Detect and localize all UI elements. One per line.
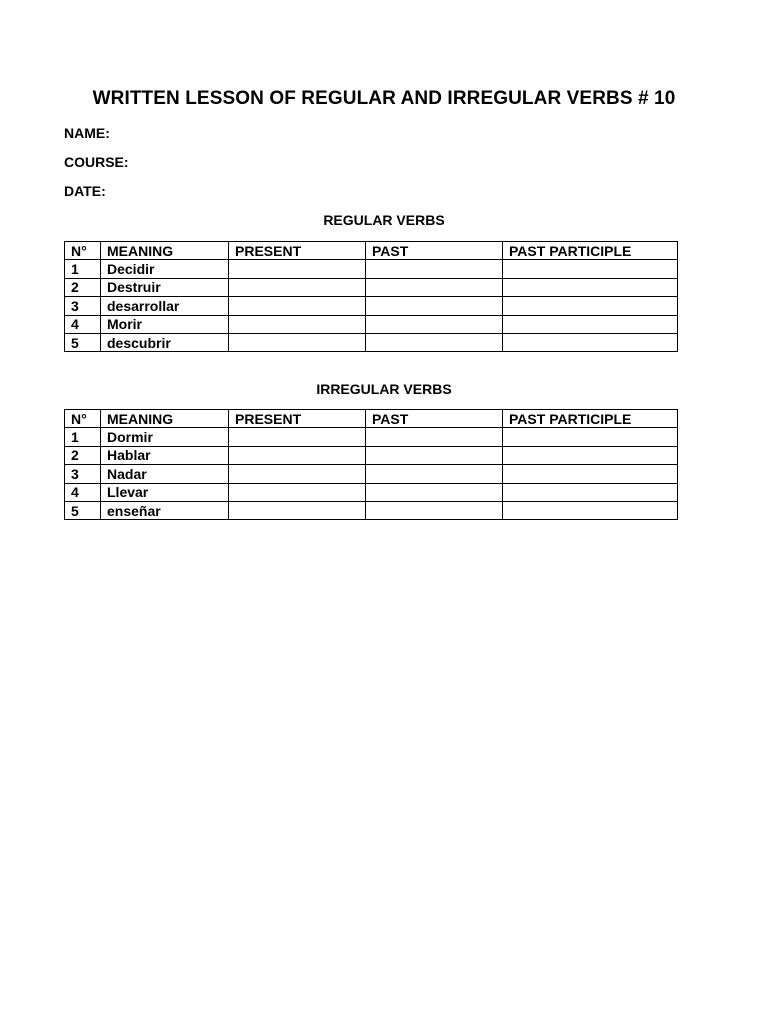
past-cell[interactable]: [366, 260, 503, 278]
past-cell[interactable]: [366, 465, 503, 483]
past-participle-cell[interactable]: [503, 465, 678, 483]
table-row: [65, 465, 678, 483]
row-number: 4: [65, 315, 101, 333]
present-cell[interactable]: [229, 297, 366, 315]
present-cell[interactable]: [229, 315, 366, 333]
past-participle-cell[interactable]: [503, 260, 678, 278]
name-label: NAME:: [64, 125, 110, 141]
past-cell[interactable]: [366, 446, 503, 464]
date-label: DATE:: [64, 183, 106, 199]
row-number: 3: [65, 465, 101, 483]
past-cell[interactable]: [366, 297, 503, 315]
row-meaning: descubrir: [101, 333, 229, 351]
row-number: 1: [65, 428, 101, 446]
past-participle-cell[interactable]: [503, 297, 678, 315]
table-row: [65, 260, 678, 278]
column-header-meaning: MEANING: [101, 242, 229, 260]
past-participle-cell[interactable]: [503, 333, 678, 351]
row-meaning: Dormir: [101, 428, 229, 446]
column-header-meaning: MEANING: [101, 410, 229, 428]
table-header-row: [65, 242, 678, 260]
column-header-past-participle: PAST PARTICIPLE: [503, 410, 678, 428]
past-cell[interactable]: [366, 501, 503, 519]
table-row: [65, 333, 678, 351]
past-participle-cell[interactable]: [503, 501, 678, 519]
regular-verbs-heading: REGULAR VERBS: [323, 212, 445, 228]
past-participle-cell[interactable]: [503, 483, 678, 501]
row-meaning: Morir: [101, 315, 229, 333]
row-meaning: Decidir: [101, 260, 229, 278]
row-meaning: desarrollar: [101, 297, 229, 315]
table-row: [65, 446, 678, 464]
past-participle-cell[interactable]: [503, 315, 678, 333]
row-number: 5: [65, 333, 101, 351]
table-row: [65, 278, 678, 296]
row-meaning: Hablar: [101, 446, 229, 464]
column-header-past: PAST: [366, 242, 503, 260]
column-header-present: PRESENT: [229, 410, 366, 428]
row-number: 3: [65, 297, 101, 315]
past-participle-cell[interactable]: [503, 428, 678, 446]
table-header-row: [65, 410, 678, 428]
column-header-no: N°: [65, 242, 101, 260]
row-meaning: Llevar: [101, 483, 229, 501]
present-cell[interactable]: [229, 483, 366, 501]
past-participle-cell[interactable]: [503, 446, 678, 464]
row-number: 2: [65, 446, 101, 464]
past-cell[interactable]: [366, 483, 503, 501]
past-cell[interactable]: [366, 278, 503, 296]
present-cell[interactable]: [229, 333, 366, 351]
present-cell[interactable]: [229, 428, 366, 446]
regular-verbs-table: [64, 241, 678, 352]
row-meaning: Nadar: [101, 465, 229, 483]
table-row: [65, 297, 678, 315]
row-number: 2: [65, 278, 101, 296]
page-title: WRITTEN LESSON OF REGULAR AND IRREGULAR VERBS # 10: [92, 88, 676, 109]
row-meaning: enseñar: [101, 501, 229, 519]
present-cell[interactable]: [229, 465, 366, 483]
irregular-verbs-table: [64, 409, 678, 520]
row-number: 4: [65, 483, 101, 501]
row-number: 5: [65, 501, 101, 519]
past-cell[interactable]: [366, 333, 503, 351]
table-row: [65, 315, 678, 333]
present-cell[interactable]: [229, 446, 366, 464]
past-participle-cell[interactable]: [503, 278, 678, 296]
past-cell[interactable]: [366, 315, 503, 333]
column-header-past-participle: PAST PARTICIPLE: [503, 242, 678, 260]
column-header-no: N°: [65, 410, 101, 428]
column-header-past: PAST: [366, 410, 503, 428]
row-number: 1: [65, 260, 101, 278]
present-cell[interactable]: [229, 260, 366, 278]
row-meaning: Destruir: [101, 278, 229, 296]
column-header-present: PRESENT: [229, 242, 366, 260]
present-cell[interactable]: [229, 278, 366, 296]
present-cell[interactable]: [229, 501, 366, 519]
table-row: [65, 428, 678, 446]
table-row: [65, 501, 678, 519]
table-row: [65, 483, 678, 501]
irregular-verbs-heading: IRREGULAR VERBS: [316, 381, 452, 397]
past-cell[interactable]: [366, 428, 503, 446]
course-label: COURSE:: [64, 154, 129, 170]
